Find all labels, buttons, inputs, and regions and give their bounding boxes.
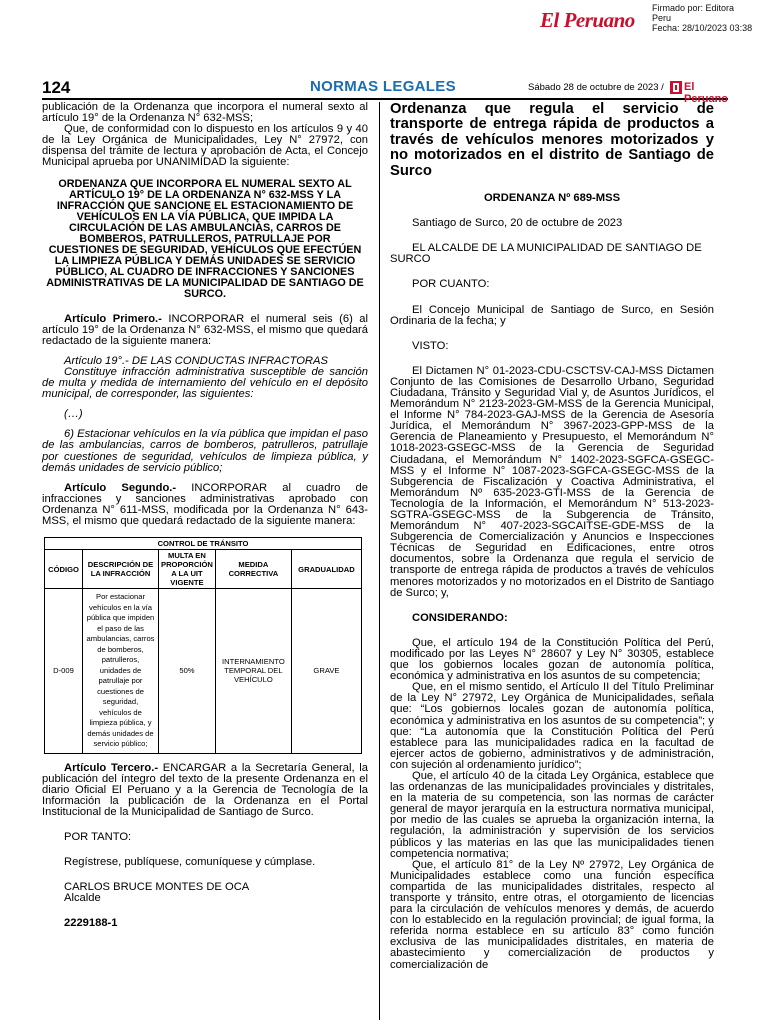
peru-shield-icon (670, 81, 682, 94)
header-brand: El Peruano (684, 81, 729, 105)
signer-role: Alcalde (64, 892, 101, 905)
signature-line-1: Firmado por: Editora (652, 3, 735, 13)
signature-text (652, 3, 752, 33)
article-text: ENCARGAR a la Secretaría General, la publicación del íntegro del texto de la presente Ordenanza en el diario Oficial El Peruano y a la Gerencia de Tecnología de la Información la publicación de la Ordenanza en el Portal Institucional de la Municipalidad de Santiago de Surco. (42, 761, 368, 818)
table-cell: 50% (159, 589, 216, 754)
section-title: NORMAS LEGALES (310, 78, 456, 95)
left-column (42, 102, 368, 930)
considerando: CONSIDERANDO: (412, 611, 508, 624)
table-header-row (45, 550, 362, 589)
signature-line-3: Fecha: 28/10/2023 03:38 (652, 23, 753, 33)
ordinance-heading: Ordenanza que regula el servicio de transporte de entrega rápida de productos a través de vehículos menores motorizados y no motorizados en el distrito de Santiago de Surco (390, 101, 714, 179)
article-third (42, 763, 368, 818)
issuer: EL ALCALDE DE LA MUNICIPALIDAD DE SANTIAGO DE SURCO (390, 242, 702, 266)
page-header (42, 78, 729, 105)
publication-code: 2229188-1 (64, 917, 118, 930)
article-text: INCORPORAR al cuadro de infracciones y sanciones administrativas aprobado con Ordenanza N° 611-MSS, modificada por la Ordenanza N° 643-MSS, el mismo que quedará redactado de la siguiente manera: (42, 481, 368, 527)
place-date: Santiago de Surco, 20 de octubre de 2023 (412, 217, 623, 230)
page-number: 124 (42, 78, 71, 97)
paragraph: Que, de conformidad con lo dispuesto en los artículos 9 y 40 de la Ley Orgánica de Municipalidades, Ley N° 27972, con dispensa del trámite de lectura y aprobación de Acta, el Concejo Municipal aprueba por UNANIMIDAD la siguiente: (42, 123, 368, 169)
paragraph: Que, en el mismo sentido, el Artículo II del Título Preliminar de la Ley N° 27972, Ley Orgánica de Municipalidades, señala que: “Los gobiernos locales gozan de autonomía política, económica y administrativa en los asuntos de su competencia”; y que: “La autonomía que la Constitución Política del Perú establece para las municipalidades radica en la facultad de ejercer actos de gobierno, administrativos y de administración, con sujeción al ordenamiento jurídico”; (390, 681, 714, 771)
por-cuanto: POR CUANTO: (412, 278, 490, 291)
registrese: Regístrese, publíquese, comuníquese y cúmplase. (64, 856, 316, 869)
paragraph: El Concejo Municipal de Santiago de Surco, en Sesión Ordinaria de la fecha; y (390, 303, 714, 327)
table-row (45, 589, 362, 754)
paragraph: Que, el artículo 194 de la Constitución Política del Perú, modificado por las Leyes N° 28607 y Ley N° 30305, establece que los gobiernos locales gozan de autonomía política, económica y administrativa en los asuntos de su competencia; (390, 636, 714, 683)
table-cell: Por estacionar vehículos en la vía pública que impiden el paso de las ambulancias, carros de bomberos, patrulleros, unidades de patrullaje por cuestiones de seguridad, vehículos de limpieza pública, y demás unidades de servicio público; (83, 589, 159, 754)
right-column (390, 102, 714, 971)
table-header: GRADUALIDAD (291, 550, 361, 589)
signer-name: CARLOS BRUCE MONTES DE OCA (64, 881, 250, 894)
table-cell: GRAVE (291, 589, 361, 754)
table-cell: INTERNAMIENTO TEMPORAL DEL VEHÍCULO (215, 589, 291, 754)
column-divider (379, 102, 380, 1020)
paragraph: El Dictamen N° 01-2023-CDU-CSCTSV-CAJ-MSS Dictamen Conjunto de las Comisiones de Desarrollo Urbano, Seguridad Ciudadana, Tránsito y Seguridad Vial y, de Asuntos Jurídicos, el Memorándum N° 2123-2023-GM-MSS de la Gerencia Municipal, el Informe N° 784-2023-GAJ-MSS de la Gerencia de Asesoría Jurídica, el Memorándum N° 3967-2023-GPP-MSS de la Gerencia de Planeamiento y Presupuesto, el Memorándum N° 1018-2023-GSEGC-MSS de la Gerencia de Seguridad Ciudadana, el Memorándum N° 1402-2023-SGFCA-GSEGC-MSS y el Informe N° 1087-2023-SGFCA-GSEGC-MSS de la Subgerencia de Fiscalización y Coactiva Administrativa, el Memorándum Nº 635-2023-GTI-MSS de la Gerencia de Tecnología de la Información, el Memorándum N° 513-2023-SGTRA-GSEGC-MSS de la Subgerencia de Tránsito, Memorándum N° 407-2023-SGCAITSE-GDE-MSS de la Subgerencia de Comercialización y Anuncios e Inspecciones Técnicas de Seguridad en Edificaciones, entre otros documentos, sobre la Ordenanza que regula el servicio de transporte de entrega rápida de productos a través de vehículos menores motorizados y no motorizados en el Distrito de Santiago de Surco; y, (390, 364, 714, 599)
paragraph: Que, el artículo 40 de la citada Ley Orgánica, establece que las ordenanzas de las municipalidades provinciales y distritales, en la materia de su competencia, son las normas de carácter general de mayor jerarquía en la estructura normativa municipal, por medio de las cuales se aprueba la organización interna, la regulación, la administración y supervisión de los servicios públicos y las materias en las que las municipalidades tienen competencia normativa; (390, 769, 714, 860)
signature-line-2: Peru (652, 13, 672, 23)
por-tanto: POR TANTO: (64, 831, 132, 844)
article-text: INCORPORAR el numeral seis (6) al artículo 19° de la Ordenanza N° 632-MSS, el mismo que quedará redactado de la siguiente manera: (42, 312, 368, 347)
quote-heading: Artículo 19°.- DE LAS CONDUCTAS INFRACTORAS (64, 354, 328, 367)
table-header: CÓDIGO (45, 550, 83, 589)
table-header: MULTA EN PROPORCIÓN A LA UIT VIGENTE (159, 550, 216, 589)
article-label: Artículo Segundo.- (64, 481, 177, 494)
article-label: Artículo Primero.- (64, 312, 162, 325)
table-header: DESCRIPCIÓN DE LA INFRACCIÓN (83, 550, 159, 589)
article-label: Artículo Tercero.- (64, 761, 159, 774)
table-caption: CONTROL DE TRÁNSITO (45, 538, 362, 550)
paragraph: publicación de la Ordenanza que incorpora el numeral sexto al artículo 19° de la Ordenanza N° 632-MSS; (42, 101, 368, 125)
quote-text: Constituye infracción administrativa susceptible de sanción de multa y medida de internamiento del vehículo en el depósito municipal, de corresponder, las siguientes: (42, 365, 368, 401)
table-header: MEDIDA CORRECTIVA (215, 550, 291, 589)
article-first (42, 314, 368, 347)
paragraph: Que, el artículo 81° de la Ley Nº 27972, Ley Orgánica de Municipalidades establece como una función específica compartida de las municipalidades distritales, respecto al transporte y tránsito, entre otras, el otorgamiento de licencias para la circulación de vehículos menores y demás, de acuerdo con lo establecido en la regulación provincial; de igual forma, la referida norma establece en su artículo 83° como función exclusiva de las municipalidades distritales, en materia de abastecimiento y comercialización de productos y comercialización de (390, 858, 714, 971)
article-second (42, 483, 368, 527)
quote-numeral: 6) Estacionar vehículos en la vía pública que impidan el paso de las ambulancias, carros de bomberos, patrulleros, patrullaje por cuestiones de seguridad, vehículos de limpieza pública, y demás unidades de servicio público; (42, 428, 368, 474)
header-date: Sábado 28 de octubre de 2023 / (528, 82, 664, 93)
quote-ellipsis: (…) (64, 408, 83, 421)
table-cell: D-009 (45, 589, 83, 754)
infractions-table (44, 537, 362, 754)
visto: VISTO: (412, 339, 449, 352)
ordinance-number: ORDENANZA Nº 689-MSS (483, 192, 621, 205)
el-peruano-logo: El Peruano (540, 8, 635, 32)
digital-signature-block (0, 0, 768, 40)
ordinance-title: ORDENANZA QUE INCORPORA EL NUMERAL SEXTO AL ARTÍCULO 19° DE LA ORDENANZA N° 632-MSS Y LA INFRACCIÓN QUE SANCIONE EL ESTACIONAMIENTO DE VEHÍCULOS EN LA VÍA PÚBLICA, QUE IMPIDA LA CIRCULACIÓN DE LAS AMBULANCIAS, CARROS DE BOMBEROS, PATRULLEROS, PATRULLAJE POR CUESTIONES DE SEGURIDAD, VEHÍCULOS QUE EFECTÚEN LA LIMPIEZA PÚBLICA Y DEMÁS UNIDADES SE SERVICIO PÚBLICO, AL CUADRO DE INFRACCIONES Y SANCIONES ADMINISTRATIVAS DE LA MUNICIPALIDAD DE SANTIAGO DE SURCO. (46, 177, 364, 300)
